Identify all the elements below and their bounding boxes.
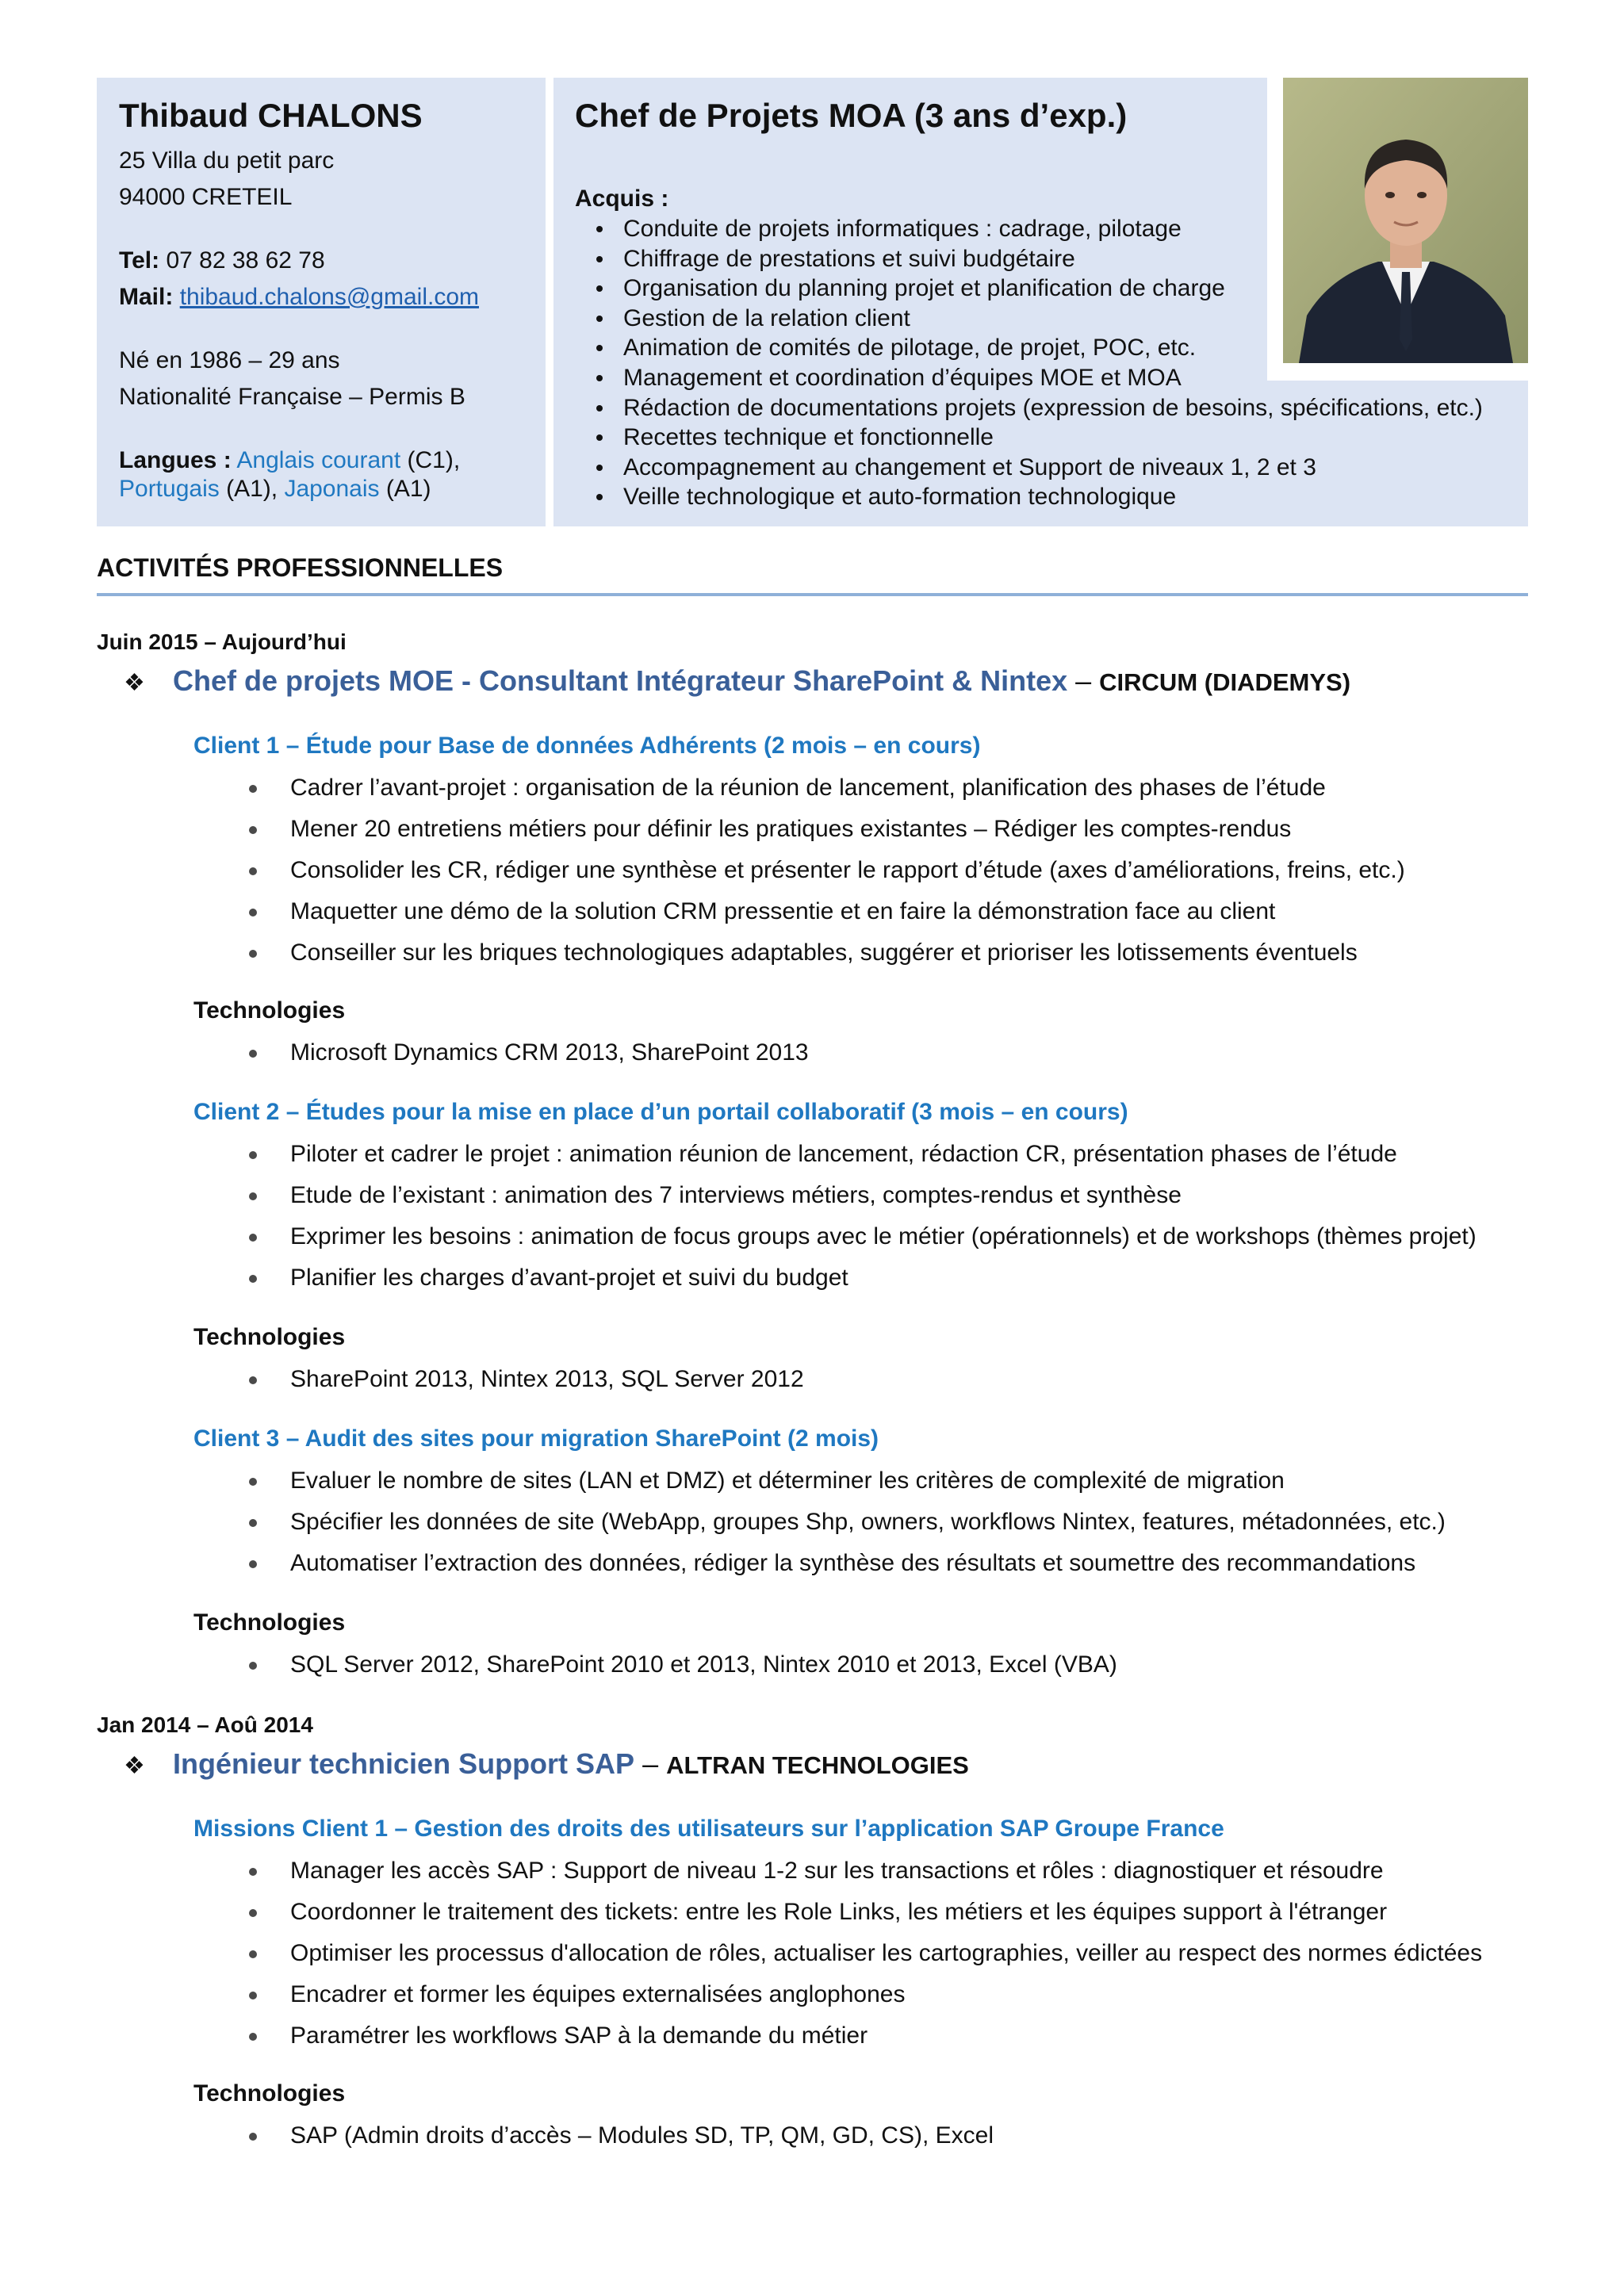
client-heading: Client 3 – Audit des sites pour migration SharePoint (2 mois) xyxy=(193,1425,879,1452)
language-japanese-level: (A1) xyxy=(379,476,431,502)
technologies-label: Technologies xyxy=(193,2080,346,2107)
language-english-level: (C1), xyxy=(400,447,461,473)
client-heading: Client 1 – Étude pour Base de données Adhérents (2 mois – en cours) xyxy=(193,733,981,759)
skill-item: Accompagnement au changement et Support de niveaux 1, 2 et 3 xyxy=(579,453,1483,483)
language-portuguese-level: (A1), xyxy=(219,476,285,502)
job-company: ALTRAN TECHNOLOGIES xyxy=(666,1751,969,1779)
language-english: Anglais courant xyxy=(236,447,401,473)
job-title-line xyxy=(173,664,1350,698)
job-title: Chef de projets MOE - Consultant Intégrateur SharePoint & Nintex xyxy=(173,664,1068,697)
technologies-list xyxy=(193,2115,994,2156)
task-item: Coordonner le traitement des tickets: entre les Role Links, les métiers et les équipes support à l'étranger xyxy=(193,1892,1482,1933)
task-item: Evaluer le nombre de sites (LAN et DMZ) et déterminer les critères de complexité de migration xyxy=(193,1460,1446,1502)
task-item: Paramétrer les workflows SAP à la demande du métier xyxy=(193,2015,1482,2057)
email-link[interactable]: thibaud.chalons@gmail.com xyxy=(179,284,480,310)
section-heading: ACTIVITÉS PROFESSIONNELLES xyxy=(97,553,504,582)
task-item: Manager les accès SAP : Support de niveau 1-2 sur les transactions et rôles : diagnostiquer et résoudre xyxy=(193,1850,1482,1892)
job-title: Ingénieur technicien Support SAP xyxy=(173,1747,635,1780)
technologies-list xyxy=(193,1032,809,1073)
task-item: Encadrer et former les équipes externalisées anglophones xyxy=(193,1974,1482,2015)
client-heading: Client 2 – Études pour la mise en place d’un portail collaboratif (3 mois – en cours) xyxy=(193,1099,1128,1125)
section-divider xyxy=(97,593,1528,596)
skill-item: Chiffrage de prestations et suivi budgétaire xyxy=(579,244,1483,274)
task-list xyxy=(193,1460,1446,1584)
address-line-2: 94000 CRETEIL xyxy=(119,184,293,210)
address-line-1: 25 Villa du petit parc xyxy=(119,147,335,174)
languages-line-2 xyxy=(119,471,431,507)
task-item: Etude de l’existant : animation des 7 interviews métiers, comptes-rendus et synthèse xyxy=(193,1175,1477,1216)
profile-title: Chef de Projets MOA (3 ans d’exp.) xyxy=(575,97,1128,134)
client-heading: Missions Client 1 – Gestion des droits des utilisateurs sur l’application SAP Groupe France xyxy=(193,1816,1224,1842)
task-item: Conseiller sur les briques technologiques adaptables, suggérer et prioriser les lotissements éventuels xyxy=(193,932,1405,974)
task-item: Automatiser l’extraction des données, rédiger la synthèse des résultats et soumettre des recommandations xyxy=(193,1543,1446,1584)
job-period: Juin 2015 – Aujourd’hui xyxy=(97,629,347,654)
technology-item: Microsoft Dynamics CRM 2013, SharePoint 2013 xyxy=(193,1032,809,1073)
technology-item: SQL Server 2012, SharePoint 2010 et 2013, Nintex 2010 et 2013, Excel (VBA) xyxy=(193,1644,1117,1686)
task-item: Maquetter une démo de la solution CRM pressentie et en faire la démonstration face au client xyxy=(193,891,1405,932)
mail-label: Mail: xyxy=(119,284,174,310)
task-item: Spécifier les données de site (WebApp, groupes Shp, owners, workflows Nintex, features, métadonnées, etc.) xyxy=(193,1502,1446,1543)
task-item: Exprimer les besoins : animation de focus groups avec le métier (opérationnels) et de workshops (thèmes projet) xyxy=(193,1216,1477,1257)
skill-item: Management et coordination d’équipes MOE et MOA xyxy=(579,363,1483,393)
task-list xyxy=(193,1134,1477,1299)
task-item: Planifier les charges d’avant-projet et suivi du budget xyxy=(193,1257,1477,1299)
skill-item: Rédaction de documentations projets (expression de besoins, spécifications, etc.) xyxy=(579,393,1483,423)
skill-item: Animation de comités de pilotage, de projet, POC, etc. xyxy=(579,333,1483,363)
language-japanese: Japonais xyxy=(284,476,380,502)
languages-label: Langues : xyxy=(119,447,232,473)
task-item: Consolider les CR, rédiger une synthèse et présenter le rapport d’étude (axes d’améliorations, freins, etc.) xyxy=(193,850,1405,891)
mail-line xyxy=(119,279,479,316)
diamond-bullet-icon: ❖ xyxy=(124,670,145,696)
phone-label: Tel: xyxy=(119,247,160,274)
skills-list xyxy=(579,214,1483,512)
technologies-label: Technologies xyxy=(193,1324,346,1350)
birth-info: Né en 1986 – 29 ans xyxy=(119,347,340,373)
skill-item: Conduite de projets informatiques : cadrage, pilotage xyxy=(579,214,1483,244)
skill-item: Gestion de la relation client xyxy=(579,304,1483,334)
job-title-line xyxy=(173,1747,969,1781)
job-separator: – xyxy=(634,1747,667,1780)
technologies-label: Technologies xyxy=(193,1609,346,1636)
skill-item: Veille technologique et auto-formation technologique xyxy=(579,482,1483,512)
phone-number: 07 82 38 62 78 xyxy=(166,247,325,274)
job-company: CIRCUM (DIADEMYS) xyxy=(1099,668,1351,696)
skill-item: Recettes technique et fonctionnelle xyxy=(579,423,1483,453)
skill-item: Organisation du planning projet et planification de charge xyxy=(579,274,1483,304)
task-item: Piloter et cadrer le projet : animation réunion de lancement, rédaction CR, présentation phases de l’étude xyxy=(193,1134,1477,1175)
candidate-name: Thibaud CHALONS xyxy=(119,97,423,134)
task-item: Cadrer l’avant-projet : organisation de la réunion de lancement, planification des phases de l’étude xyxy=(193,767,1405,809)
acquis-label: Acquis : xyxy=(575,186,669,212)
task-item: Mener 20 entretiens métiers pour définir les pratiques existantes – Rédiger les comptes-rendus xyxy=(193,809,1405,850)
task-list xyxy=(193,767,1405,974)
technologies-label: Technologies xyxy=(193,997,346,1024)
technology-item: SAP (Admin droits d’accès – Modules SD, TP, QM, GD, CS), Excel xyxy=(193,2115,994,2156)
technologies-list xyxy=(193,1644,1117,1686)
technology-item: SharePoint 2013, Nintex 2013, SQL Server 2012 xyxy=(193,1359,804,1400)
diamond-bullet-icon: ❖ xyxy=(124,1753,145,1779)
technologies-list xyxy=(193,1359,804,1400)
nationality-info: Nationalité Française – Permis B xyxy=(119,384,465,410)
task-list xyxy=(193,1850,1482,2057)
language-portuguese: Portugais xyxy=(119,476,220,502)
phone-line xyxy=(119,243,325,279)
job-period: Jan 2014 – Aoû 2014 xyxy=(97,1712,313,1737)
task-item: Optimiser les processus d'allocation de rôles, actualiser les cartographies, veiller au respect des normes édictées xyxy=(193,1933,1482,1974)
job-separator: – xyxy=(1067,664,1100,697)
